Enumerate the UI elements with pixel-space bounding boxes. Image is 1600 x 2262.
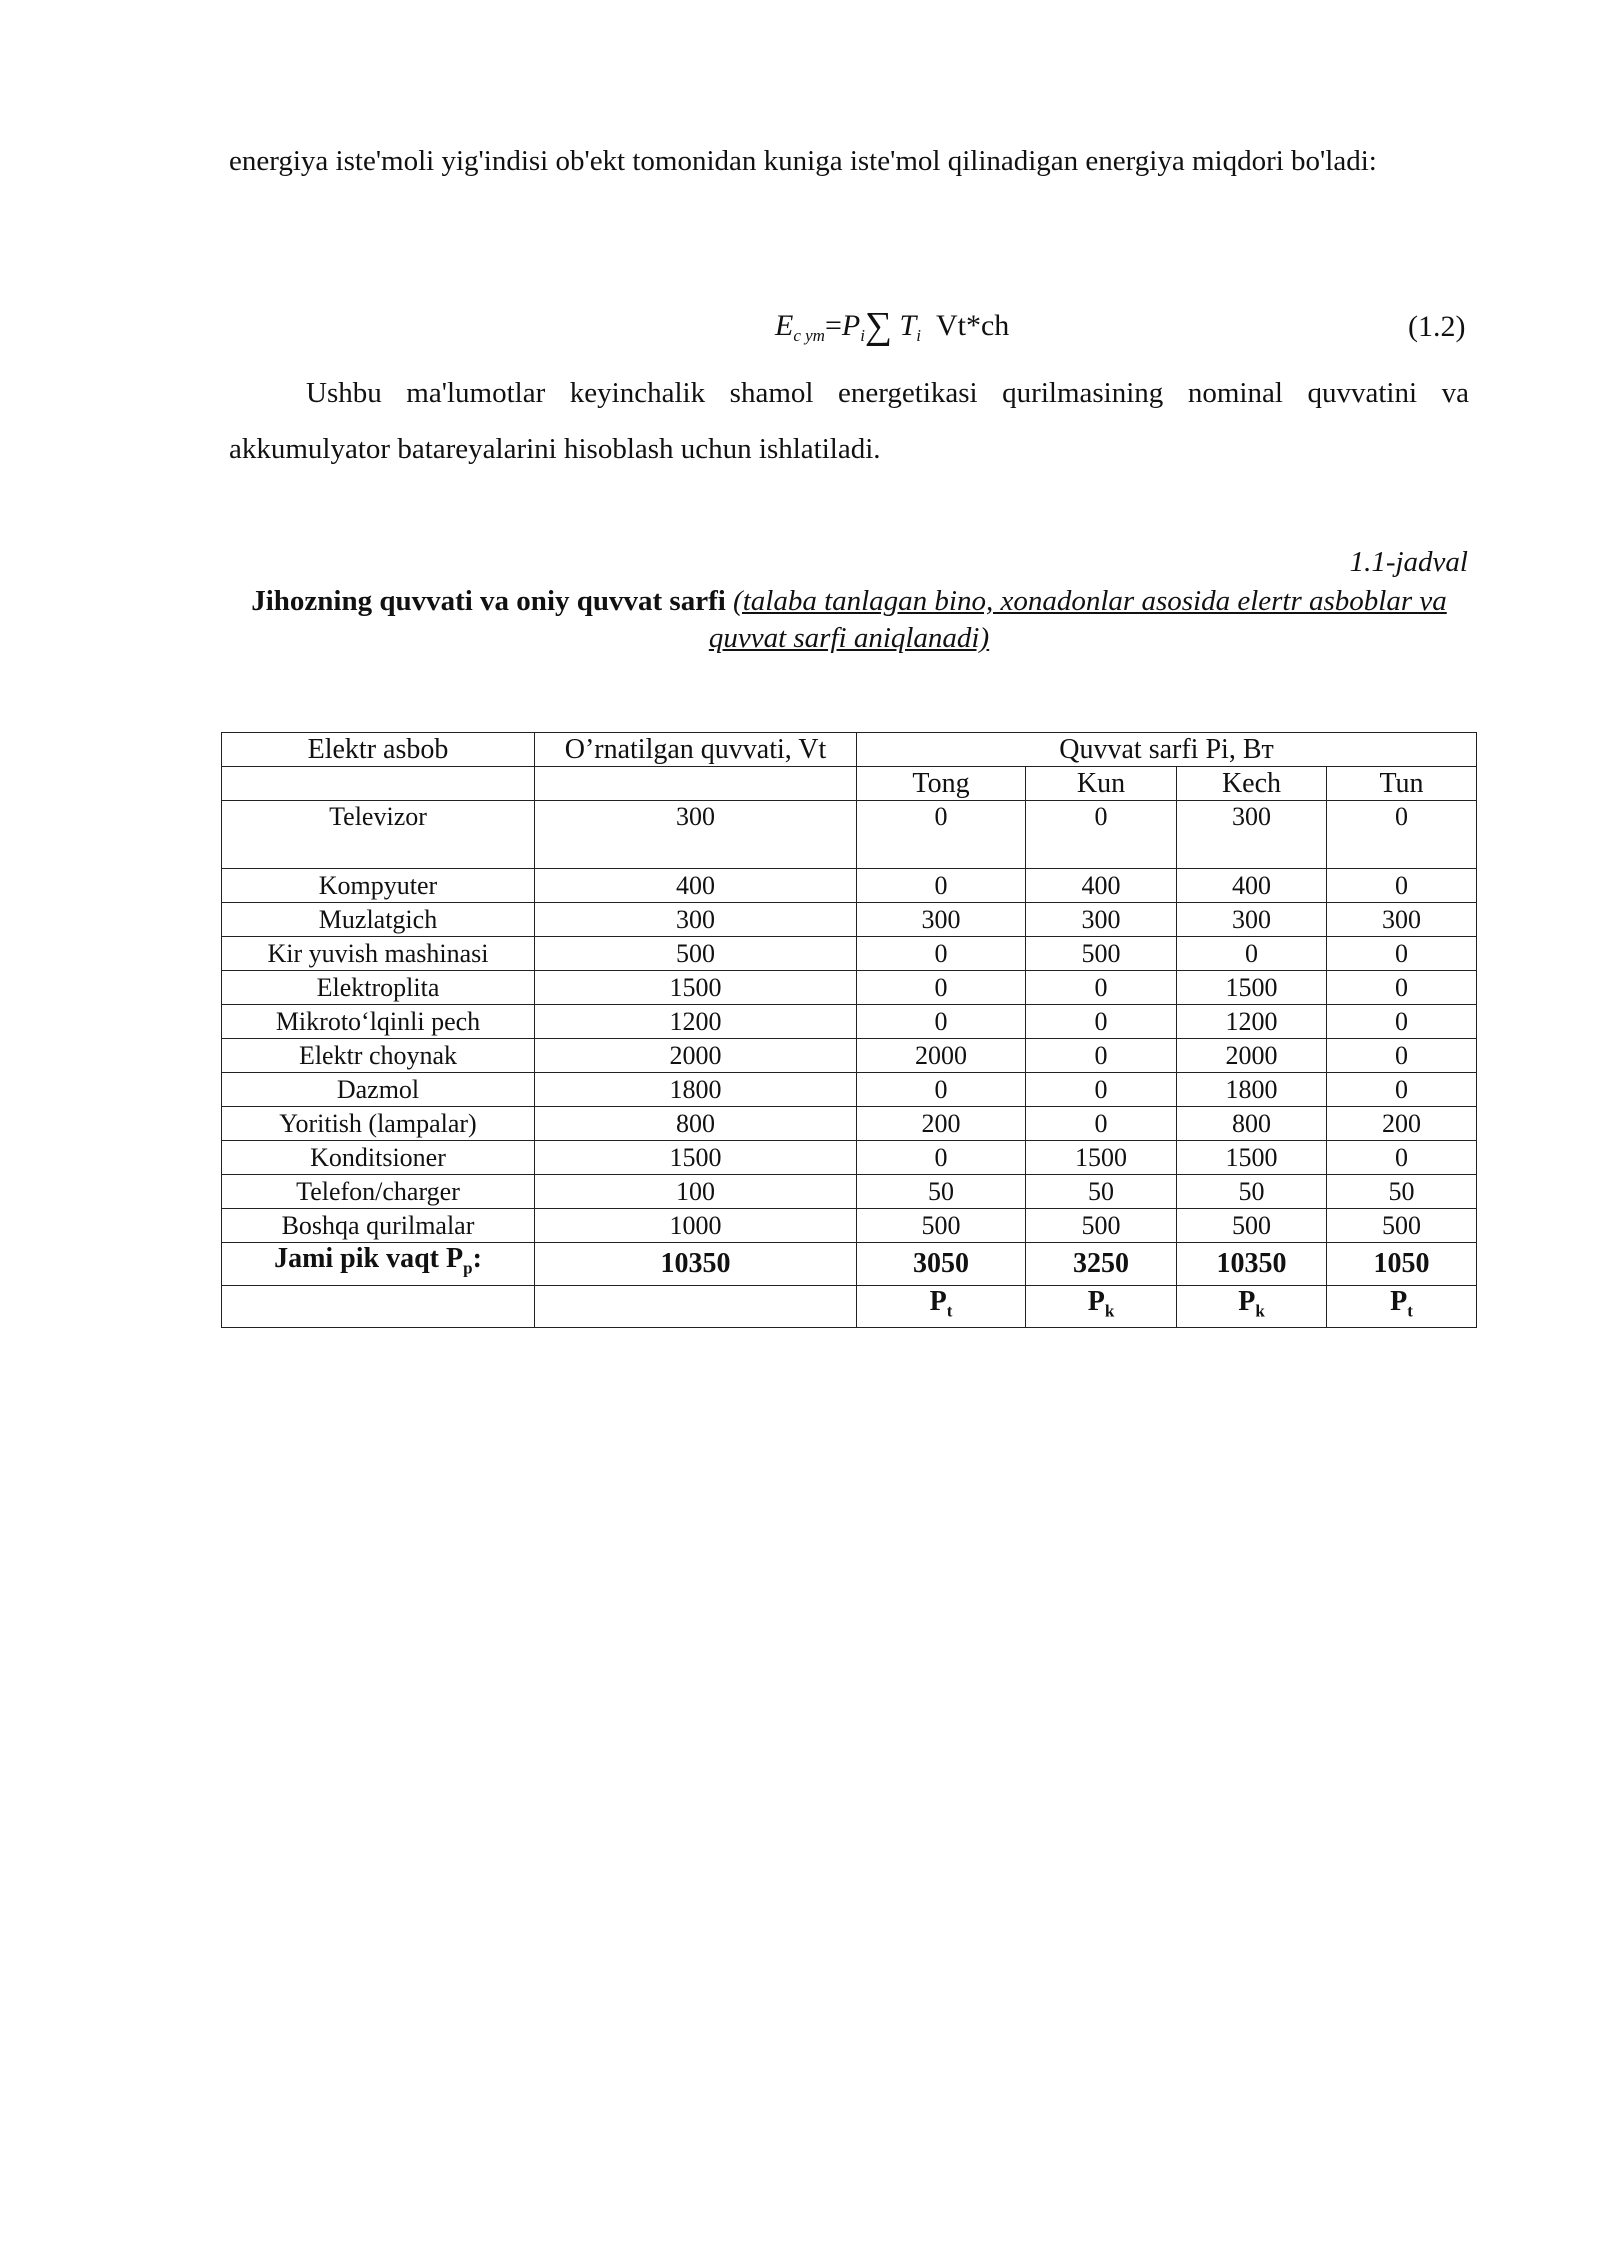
value-tun: 300 xyxy=(1327,903,1477,937)
value-tong: 0 xyxy=(857,1141,1026,1175)
installed-power: 500 xyxy=(535,937,857,971)
total-label-sub: p xyxy=(463,1258,473,1278)
table-period-row xyxy=(222,767,1477,801)
installed-power: 2000 xyxy=(535,1039,857,1073)
value-kech: 1800 xyxy=(1177,1073,1327,1107)
value-kun: 500 xyxy=(1026,1209,1177,1243)
installed-power: 1500 xyxy=(535,1141,857,1175)
value-tun: 0 xyxy=(1327,971,1477,1005)
value-kech: 1200 xyxy=(1177,1005,1327,1039)
period-tun: Tun xyxy=(1327,767,1477,801)
value-kech: 1500 xyxy=(1177,971,1327,1005)
header-consumption: Quvvat sarfi Pi, Вт xyxy=(857,733,1477,767)
value-kun: 400 xyxy=(1026,869,1177,903)
table-row xyxy=(222,801,1477,869)
symbol-sub: t xyxy=(946,1301,953,1321)
total-tong: 3050 xyxy=(857,1243,1026,1286)
value-tong: 2000 xyxy=(857,1039,1026,1073)
value-kech: 1500 xyxy=(1177,1141,1327,1175)
period-kun: Kun xyxy=(1026,767,1177,801)
total-kech: 10350 xyxy=(1177,1243,1327,1286)
paragraph-intro: energiya iste'moli yig'indisi ob'ekt tomonidan kuniga iste'mol qilinadigan energiya miqdori bo'ladi: xyxy=(229,145,1377,177)
value-tun: 0 xyxy=(1327,869,1477,903)
value-tong: 0 xyxy=(857,1073,1026,1107)
symbol-empty xyxy=(222,1285,535,1328)
value-tun: 50 xyxy=(1327,1175,1477,1209)
value-kun: 500 xyxy=(1026,937,1177,971)
value-tong: 200 xyxy=(857,1107,1026,1141)
symbol-sub: k xyxy=(1255,1301,1265,1321)
header-device: Elektr asbob xyxy=(222,733,535,767)
value-kun: 0 xyxy=(1026,1107,1177,1141)
value-tong: 300 xyxy=(857,903,1026,937)
value-tun: 0 xyxy=(1327,1141,1477,1175)
formula-t: T xyxy=(899,309,917,342)
total-installed: 10350 xyxy=(535,1243,857,1286)
value-tun: 500 xyxy=(1327,1209,1477,1243)
header-installed: O’rnatilgan quvvati, Vt xyxy=(535,733,857,767)
total-tun: 1050 xyxy=(1327,1243,1477,1286)
installed-power: 400 xyxy=(535,869,857,903)
formula-unit: Vt*ch xyxy=(935,309,1010,342)
formula-t-sub: i xyxy=(916,326,921,345)
device-name: Televizor xyxy=(222,801,535,869)
installed-power: 1200 xyxy=(535,1005,857,1039)
table-row xyxy=(222,971,1477,1005)
value-tong: 500 xyxy=(857,1209,1026,1243)
value-kech: 2000 xyxy=(1177,1039,1327,1073)
table-row xyxy=(222,1039,1477,1073)
table-row xyxy=(222,1107,1477,1141)
device-name: Yoritish (lampalar) xyxy=(222,1107,535,1141)
installed-power: 1500 xyxy=(535,971,857,1005)
table-row xyxy=(222,903,1477,937)
value-kun: 0 xyxy=(1026,801,1177,869)
period-kech: Kech xyxy=(1177,767,1327,801)
total-kun: 3250 xyxy=(1026,1243,1177,1286)
value-tun: 0 xyxy=(1327,1005,1477,1039)
symbol-empty xyxy=(535,1285,857,1328)
value-tong: 50 xyxy=(857,1175,1026,1209)
paragraph-usage: Ushbu ma'lumotlar keyinchalik shamol energetikasi qurilmasining nominal quvvatini va akkumulyator batareyalarini hisoblash uchun ishlatiladi. xyxy=(229,377,1469,465)
period-empty xyxy=(222,767,535,801)
value-tong: 0 xyxy=(857,1005,1026,1039)
value-kech: 50 xyxy=(1177,1175,1327,1209)
value-tun: 0 xyxy=(1327,1039,1477,1073)
value-kech: 300 xyxy=(1177,903,1327,937)
table-row xyxy=(222,1141,1477,1175)
symbol-tun xyxy=(1327,1285,1477,1328)
total-label xyxy=(222,1243,535,1286)
total-label-text: Jami pik vaqt P xyxy=(274,1243,464,1274)
installed-power: 300 xyxy=(535,801,857,869)
value-tong: 0 xyxy=(857,937,1026,971)
formula-p-sub: i xyxy=(860,326,865,345)
value-kech: 800 xyxy=(1177,1107,1327,1141)
device-name: Kir yuvish mashinasi xyxy=(222,937,535,971)
power-consumption-table xyxy=(221,732,1477,1328)
value-tong: 0 xyxy=(857,971,1026,1005)
formula-equals: = xyxy=(824,309,842,342)
caption-title: Jihozning quvvati va oniy quvvat sarfi xyxy=(251,585,726,617)
installed-power: 300 xyxy=(535,903,857,937)
period-empty xyxy=(535,767,857,801)
device-name: Mikroto‘lqinli pech xyxy=(222,1005,535,1039)
table-row xyxy=(222,937,1477,971)
formula-energy xyxy=(775,306,1009,356)
symbol-tong xyxy=(857,1285,1026,1328)
value-kun: 0 xyxy=(1026,1005,1177,1039)
device-name: Kompyuter xyxy=(222,869,535,903)
value-kech: 300 xyxy=(1177,801,1327,869)
value-tun: 0 xyxy=(1327,1073,1477,1107)
value-tong: 0 xyxy=(857,801,1026,869)
symbol-kech xyxy=(1177,1285,1327,1328)
symbol-sub: t xyxy=(1407,1301,1413,1321)
device-name: Konditsioner xyxy=(222,1141,535,1175)
period-tong: Tong xyxy=(857,767,1026,801)
total-label-suffix: : xyxy=(472,1243,482,1274)
value-kun: 0 xyxy=(1026,971,1177,1005)
table-body xyxy=(222,801,1477,1243)
table-row xyxy=(222,1005,1477,1039)
sigma-symbol: ∑ xyxy=(864,305,893,347)
symbol-base: P xyxy=(1238,1285,1256,1317)
installed-power: 100 xyxy=(535,1175,857,1209)
table-total-row xyxy=(222,1243,1477,1286)
installed-power: 1800 xyxy=(535,1073,857,1107)
table-row xyxy=(222,1209,1477,1243)
value-tun: 0 xyxy=(1327,937,1477,971)
value-kech: 500 xyxy=(1177,1209,1327,1243)
formula-e-sub: c ym xyxy=(793,326,825,345)
device-name: Elektr choynak xyxy=(222,1039,535,1073)
value-tong: 0 xyxy=(857,869,1026,903)
symbol-base: P xyxy=(1390,1285,1408,1317)
symbol-sub: k xyxy=(1104,1301,1115,1321)
formula-p: P xyxy=(841,309,861,342)
device-name: Dazmol xyxy=(222,1073,535,1107)
table-header-row xyxy=(222,733,1477,767)
installed-power: 1000 xyxy=(535,1209,857,1243)
device-name: Boshqa qurilmalar xyxy=(222,1209,535,1243)
table-row xyxy=(222,869,1477,903)
value-tun: 200 xyxy=(1327,1107,1477,1141)
table-caption xyxy=(229,583,1469,657)
value-kun: 50 xyxy=(1026,1175,1177,1209)
table-row xyxy=(222,1073,1477,1107)
installed-power: 800 xyxy=(535,1107,857,1141)
symbol-kun xyxy=(1026,1285,1177,1328)
value-kun: 300 xyxy=(1026,903,1177,937)
device-name: Muzlatgich xyxy=(222,903,535,937)
table-symbol-row xyxy=(222,1285,1477,1328)
formula-e: E xyxy=(775,309,794,342)
value-kun: 0 xyxy=(1026,1039,1177,1073)
value-kech: 400 xyxy=(1177,869,1327,903)
table-row xyxy=(222,1175,1477,1209)
device-name: Elektroplita xyxy=(222,971,535,1005)
value-kech: 0 xyxy=(1177,937,1327,971)
symbol-base: P xyxy=(1087,1285,1105,1317)
symbol-base: P xyxy=(929,1285,947,1317)
equation-number: (1.2) xyxy=(1408,310,1466,343)
table-number: 1.1-jadval xyxy=(1349,546,1468,578)
device-name: Telefon/charger xyxy=(222,1175,535,1209)
value-kun: 1500 xyxy=(1026,1141,1177,1175)
value-kun: 0 xyxy=(1026,1073,1177,1107)
caption-note: (talaba tanlagan bino, xonadonlar asosida elertr asboblar va quvvat sarfi aniqlanadi) xyxy=(708,585,1447,654)
value-tun: 0 xyxy=(1327,801,1477,869)
